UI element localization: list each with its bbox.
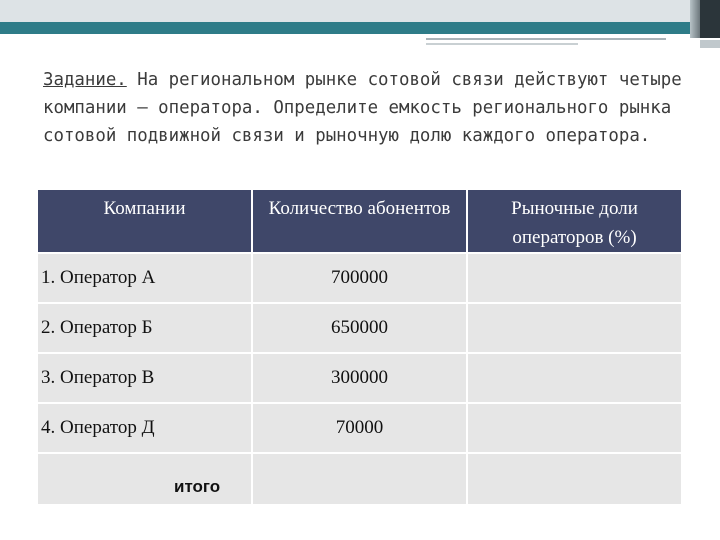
- task-text: [43, 66, 693, 150]
- top-band-teal: [0, 22, 720, 34]
- table-row: [38, 354, 681, 402]
- total-share-cell[interactable]: [468, 454, 681, 504]
- task-label: Задание.: [43, 70, 127, 90]
- table-row: [38, 304, 681, 352]
- share-cell[interactable]: [468, 304, 681, 352]
- table-row: [38, 404, 681, 452]
- subscribers-cell: 300000: [253, 354, 466, 402]
- header-subscribers: Количество абонентов: [253, 190, 466, 252]
- table-row: [38, 254, 681, 302]
- subscribers-cell: 700000: [253, 254, 466, 302]
- share-cell[interactable]: [468, 254, 681, 302]
- total-label: итого: [38, 454, 251, 504]
- subscribers-cell: 650000: [253, 304, 466, 352]
- task-body: На региональном рынке сотовой связи действуют четыре компании – оператора. Определите емкость регионального рынка сотовой подвижной связи и рыночную долю каждого оператора.: [43, 70, 682, 146]
- top-band-dark: [700, 0, 720, 38]
- share-cell[interactable]: [468, 404, 681, 452]
- subscribers-cell: 70000: [253, 404, 466, 452]
- top-band-notch: [690, 0, 700, 38]
- company-cell: 2. Оператор Б: [38, 304, 251, 352]
- header-companies: Компании: [38, 190, 251, 252]
- decorative-line: [700, 40, 720, 48]
- table-total-row: [38, 454, 681, 504]
- total-subscribers-cell[interactable]: [253, 454, 466, 504]
- top-band-light: [0, 0, 720, 22]
- company-cell: 1. Оператор А: [38, 254, 251, 302]
- company-cell: 4. Оператор Д: [38, 404, 251, 452]
- company-cell: 3. Оператор В: [38, 354, 251, 402]
- decorative-line: [426, 38, 666, 40]
- header-market-share: Рыночные доли операторов (%): [468, 190, 681, 252]
- operators-table: [36, 188, 683, 506]
- share-cell[interactable]: [468, 354, 681, 402]
- decorative-line: [426, 43, 578, 45]
- table-header-row: [38, 190, 681, 252]
